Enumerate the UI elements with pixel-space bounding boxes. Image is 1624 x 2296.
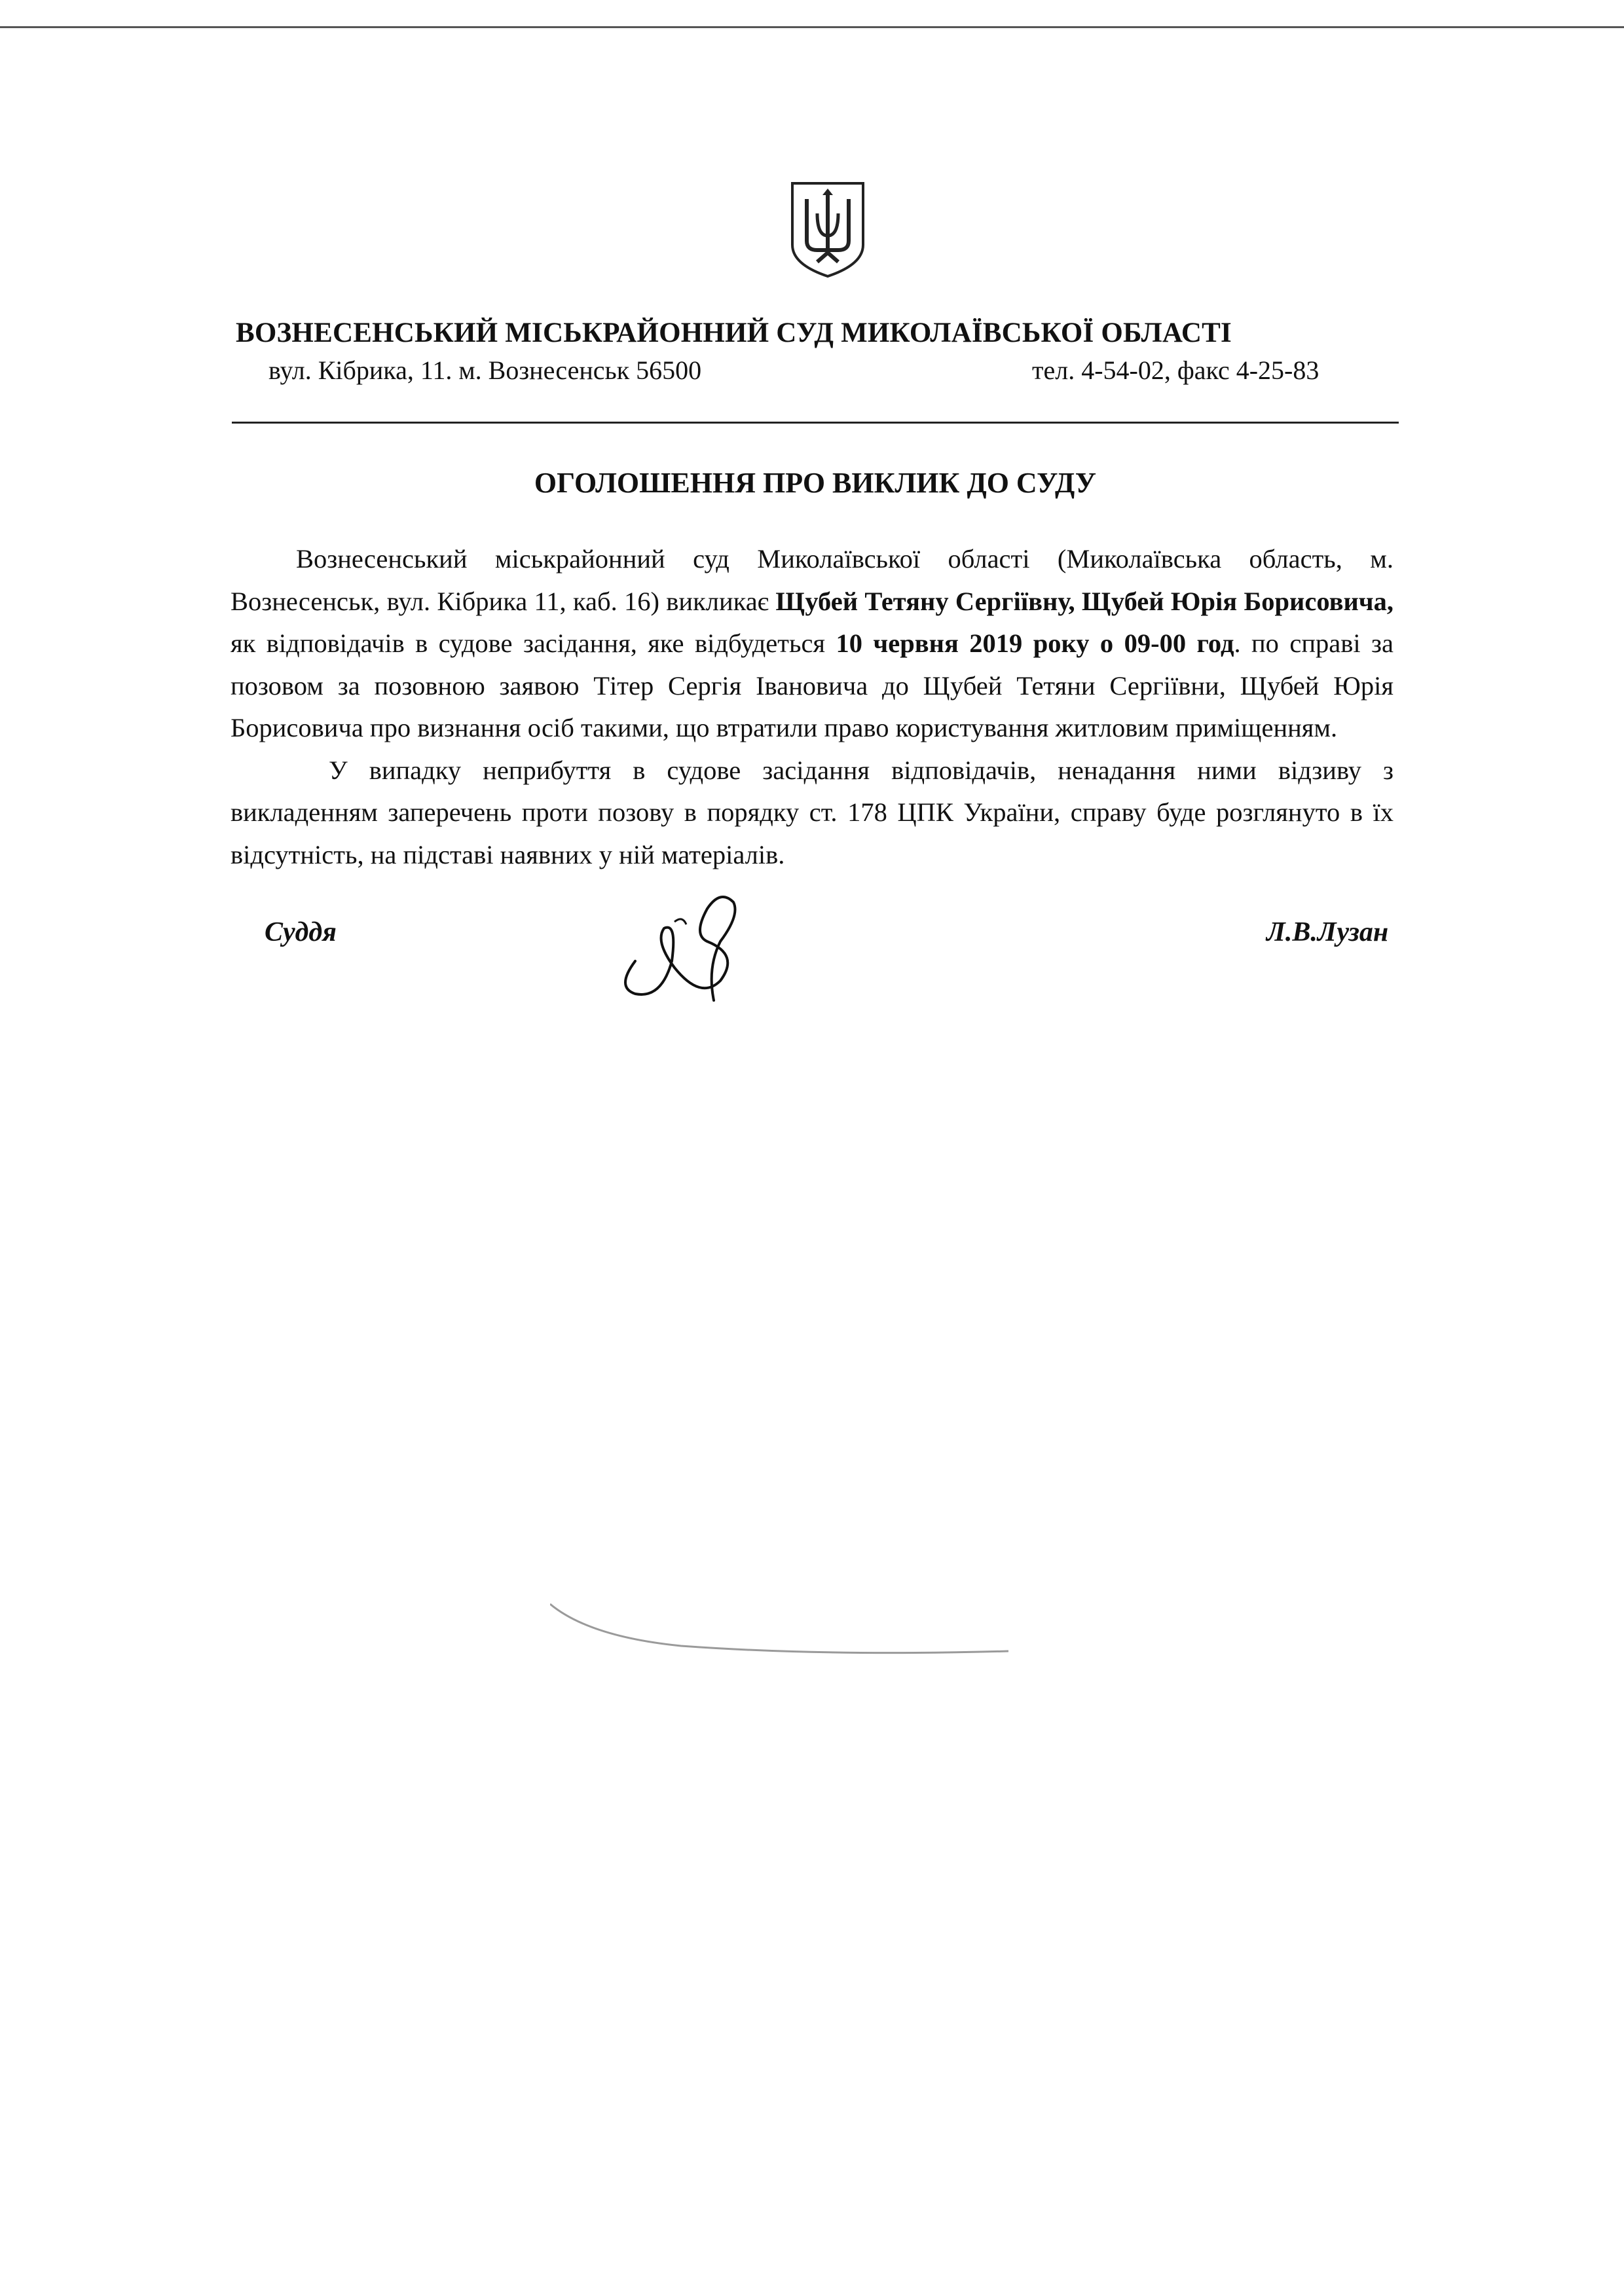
notice-text-intro: Вознесенський міськрайонний суд Миколаївської області (Миколаївська область, м. Вознесенськ, вул. Кібрика 11, каб. 16) викликає xyxy=(231,544,1393,616)
notice-text-case: . по справі за позовом за позовною заявою Тітер Сергія Івановича до Щубей Тетяни Сергіївни, Щубей Юрія Борисовича про визнання осіб такими, що втратили право користування житловим приміщенням. xyxy=(231,629,1393,742)
court-name: ВОЗНЕСЕНСЬКИЙ МІСЬКРАЙОННИЙ СУД МИКОЛАЇВСЬКОЇ ОБЛАСТІ xyxy=(236,318,1232,348)
judge-name: Л.В.Лузан xyxy=(1266,917,1389,947)
court-address: вул. Кібрика, 11. м. Вознесенськ 56500 xyxy=(268,355,702,385)
trident-coat-of-arms-icon xyxy=(788,181,867,279)
hearing-date: 10 червня 2019 року о 09-00 год xyxy=(836,629,1234,658)
header-divider xyxy=(232,422,1399,424)
scan-artifact-line xyxy=(550,1597,1008,1656)
notice-text-hearing: як відповідачів в судове засідання, яке відбудеться xyxy=(231,629,836,658)
handwritten-signature xyxy=(609,883,760,1013)
court-contacts: тел. 4-54-02, факс 4-25-83 xyxy=(1032,355,1320,385)
notice-paragraph-1 xyxy=(231,538,1393,750)
notice-body xyxy=(231,538,1393,876)
judge-label: Суддя xyxy=(265,917,337,947)
defendant-names: Щубей Тетяну Сергіївну, Щубей Юрія Борисовича, xyxy=(775,586,1393,616)
scan-edge-line xyxy=(0,26,1624,28)
notice-paragraph-2: У випадку неприбуття в судове засідання відповідачів, ненадання ними відзиву з викладенням заперечень проти позову в порядку ст. 178 ЦПК України, справу буде розглянуто в їх відсутність, на підставі наявних у ній матеріалів. xyxy=(231,755,1393,869)
notice-title: ОГОЛОШЕННЯ ПРО ВИКЛИК ДО СУДУ xyxy=(534,467,1097,499)
